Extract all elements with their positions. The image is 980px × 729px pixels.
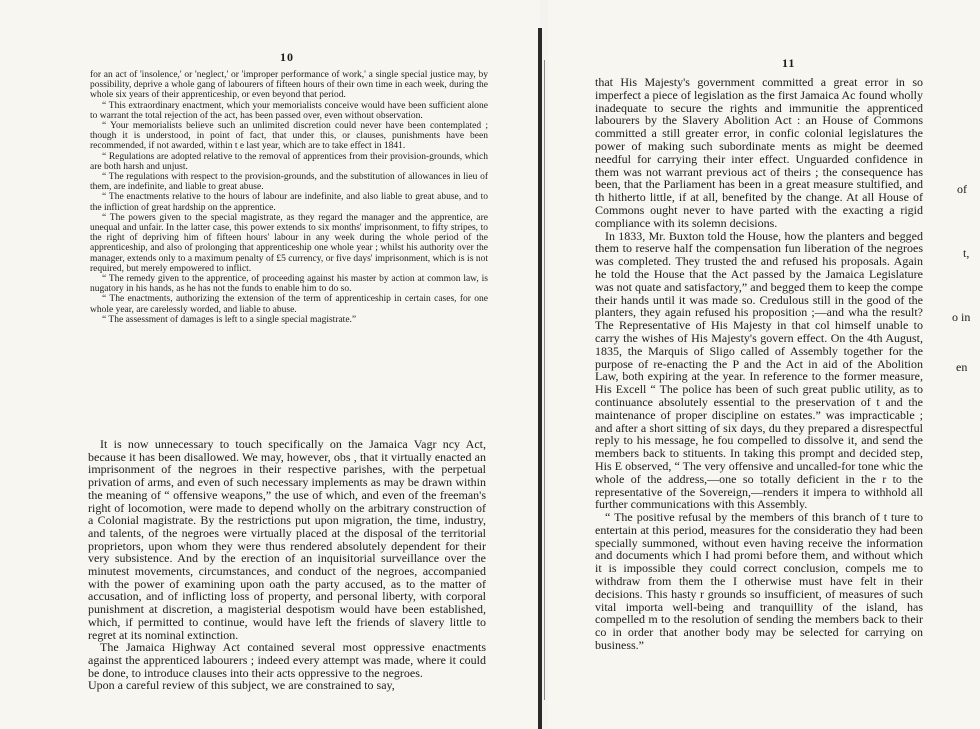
margin-fragment: t, [963, 246, 970, 260]
margin-fragment: of [957, 182, 967, 196]
body-paragraph: “ The positive refusal by the members of this branch of t ture to entertain at this period, measures for the consideratio they had been specially summoned, without even having receive the information and documents which I had promi before them, and without which it is impossible they could correct conclusion, compels me to withdraw from them the I otherwise must have felt in their decisions. This hasty r grounds so insufficient, of measures of such vital importa well-being and tranquillity of the island, has compelled m to the resolution of sending the members back to their co in order that another body may be selected for carrying on business.” [595, 510, 923, 653]
quoted-paragraph: “ Regulations are adopted relative to the removal of apprentices from their provision-grounds, which are both harsh and unjust. [90, 151, 488, 172]
left-body-text [88, 438, 486, 692]
gutter-shadow [544, 60, 545, 700]
right-body-text [595, 76, 923, 652]
quoted-paragraph: “ The enactments, authorizing the extension of the term of apprenticeship in certain cases, for one whole year, are carelessly worded, and liable to abuse. [90, 294, 488, 315]
page-number-right: 11 [782, 56, 796, 70]
quoted-memorial-text [90, 70, 488, 325]
body-paragraph: Upon a careful review of this subject, we are constrained to say, [88, 678, 395, 693]
quoted-paragraph: “ The remedy given to the apprentice, of proceeding against his master by action at common law, is nugatory in his hands, as he has not the funds to enable him to do so. [90, 274, 488, 295]
page-number-left: 10 [280, 50, 294, 64]
book-gutter [538, 28, 542, 729]
quoted-paragraph: “ The regulations with respect to the provision-grounds, and the substitution of allowances in lieu of them, are indefinite, and liable to great abuse. [90, 172, 488, 193]
quoted-paragraph: “ Your memorialists believe such an unlimited discretion could never have been contemplated ; though it is understood, in point of fact, that under this, or clauses, punishments have been recommended, if not awarded, within t e last year, which are to take effect in 1841. [90, 121, 488, 152]
margin-fragment: en [956, 360, 968, 374]
body-paragraph: that His Majesty's government committed a great error in so imperfect a piece of legislation as the first Jamaica Ac found wholly inadequate to secure the rights and immunitie the apprenticed labourers by the Slavery Abolition Act : an House of Commons committed a still greater error, in confic colonial legislatures the power of making such subordinate ments as might be deemed needful for carrying their inter effect. Unguarded confidence in them was not warrant previous act of theirs ; the consequence has been, that the Parliament has been in a great measure stultified, and th hitherto little, if at all, benefited by the change. At all House of Commons ought never to have parted with the exacting a rigid compliance with its solemn decisions. [595, 75, 923, 230]
body-paragraph: It is now unnecessary to touch specifically on the Jamaica Vagr ncy Act, because it has been disallowed. We may, however, obs , that it virtually enacted an imprisonment of the negroes in their respective parishes, with the perpetual privation of arms, and even of such necessary implements as may be drawn within the meaning of “ offensive weapons,” the use of which, and even of the freeman's right of locomotion, were made to depend wholly on the arbitrary construction of a Colonial magistrate. By the restrictions put upon migration, the time, industry, and talents, of the negroes were virtually placed at the disposal of the territorial proprietors, upon whom they were thus rendered absolutely dependent for their very subsistence. And by the erection of an inquisitorial surveillance over the minutest movements, circumstances, and conduct of the negroes, accompanied with the power of examining upon oath the party accused, as to the matter of accusation, and of inflicting loss of property, and personal liberty, with corporal punishment at discretion, a magisterial despotism would have been established, which, if permitted to continue, would have left the friends of slavery little to regret at its nominal extinction. [88, 437, 486, 642]
quoted-paragraph: “ The assessment of damages is left to a single special magistrate.” [102, 314, 357, 325]
margin-fragment: o in [952, 310, 971, 324]
quoted-paragraph: for an act of 'insolence,' or 'neglect,' or 'improper performance of work,' a single special justice may, by possibility, deprive a whole gang of labourers of fifteen hours of their own time in each week, during the whole six years of their apprenticeship, or even beyond that period. [90, 70, 488, 101]
body-paragraph: In 1833, Mr. Buxton told the House, how the planters and begged them to reserve half the compensation fun liberation of the negroes was completed. They trusted the and refused his proposals. Again he told the House that the Act passed by the Jamaica Legislature was not quate and satisfactory,” and begged them to keep the compe their hands until it was made so. Credulous still in the good of the planters, they again refused his proposition ;—and wha the result? The Representative of His Majesty in that col himself unable to carry the wishes of His Majesty's govern effect. On the 4th August, 1835, the Marquis of Sligo called of Assembly together for the purpose of re-enacting the P and the Act in aid of the Abolition Law, both expiring at the year. In reference to the former measure, His Excell “ The police has been of such great public utility, as to continuance absolutely essential to the preservation of t and the maintenance of proper discipline on estates.” was impracticable ; and after a short sitting of six days, du they prepared a disrespectful reply to his message, he fou compelled to dissolve it, and send the members back to stituents. In taking this prompt and decided step, His E observed, “ The very offensive and uncalled-for tone whic the whole of the address,—one so totally deficient in the r to the representative of the Sovereign,—renders it impera to withhold all further communications with this Assembly. [595, 228, 923, 512]
quoted-paragraph: “ The powers given to the special magistrate, as they regard the manager and the apprentice, are unequal and unfair. In the latter case, this power extends to six months' imprisonment, to fifty stripes, to the right of depriving him of fifteen hours' labour in any week during the whole period of the apprenticeship, and also of prolonging that apprenticeship one whole year ; whilst his authority over the manager, extends only to a maximum penalty of £5 currency, or five days' imprisonment, which is is not required, but merely empowered to inflict. [90, 212, 488, 274]
body-paragraph: The Jamaica Highway Act contained several most oppressive enactments against the apprenticed labourers ; indeed every attempt was made, where it could be done, to introduce clauses into their acts oppressive to the negroes. [88, 640, 486, 680]
quoted-paragraph: “ This extraordinary enactment, which your memorialists conceive would have been sufficient alone to warrant the total rejection of the act, has been passed over, even without observation. [90, 100, 488, 121]
quoted-paragraph: “ The enactments relative to the hours of labour are indefinite, and also liable to great abuse, and to the infliction of great hardship on the apprentice. [90, 192, 488, 213]
